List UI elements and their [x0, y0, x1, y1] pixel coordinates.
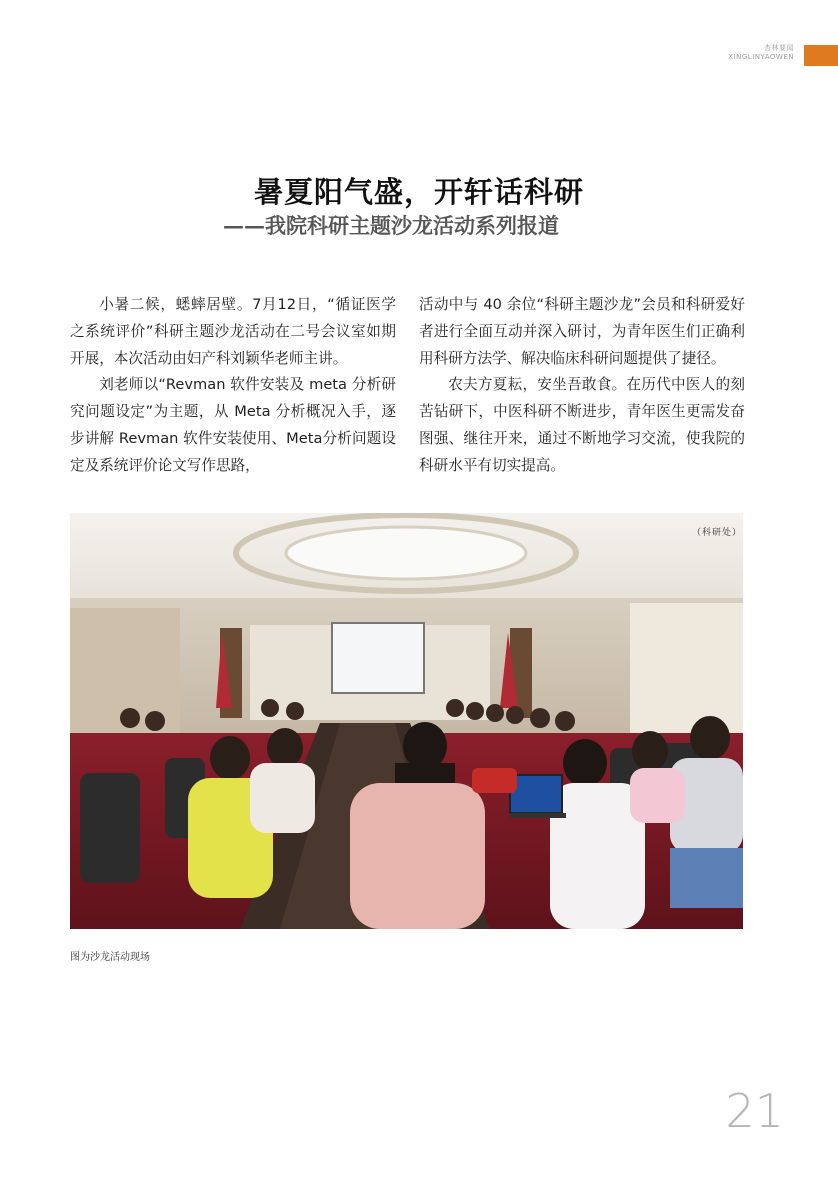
page-number: 21 [725, 1084, 784, 1138]
left-column [70, 292, 396, 480]
left-paragraph-1: 小暑二候，蟋蟀居壁。7月12日，“循证医学之系统评价”科研主题沙龙活动在二号会议室如期开展，本次活动由妇产科刘颖华老师主讲。 [70, 296, 396, 367]
right-paragraph-1: 活动中与 40 余位“科研主题沙龙”会员和科研爱好者进行全面互动并深入研讨，为青年医生们正确利用科研方法学、解决临床科研问题提供了捷径。 [419, 296, 745, 367]
author-signature: （科研处） [691, 528, 742, 538]
header-section-pinyin: XINGLINYAOWEN [728, 53, 794, 61]
meeting-photo-illustration [70, 513, 743, 929]
article-subtitle: ——我院科研主题沙龙活动系列报道 [223, 213, 559, 238]
header-accent-block [804, 45, 838, 66]
article-title: 暑夏阳气盛，开轩话科研 [253, 175, 584, 209]
right-column [419, 292, 745, 480]
header-section-cn: 杏林要闻 [764, 44, 794, 52]
right-paragraph-2: 农夫方夏耘，安坐吾敢食。在历代中医人的刻苦钻研下，中医科研不断进步，青年医生更需发奋图强、继往开来，通过不断地学习交流，使我院的科研水平有切实提高。 [419, 376, 745, 474]
header-section-label [728, 44, 794, 62]
photo-caption: 图为沙龙活动现场 [70, 952, 150, 963]
left-paragraph-2: 刘老师以“Revman 软件安装及 meta 分析研究问题设定”为主题，从 Meta 分析概况入手，逐步讲解 Revman 软件安装使用、Meta分析问题设定及系统评价论文写作思路， [70, 376, 396, 474]
photo [70, 513, 743, 929]
